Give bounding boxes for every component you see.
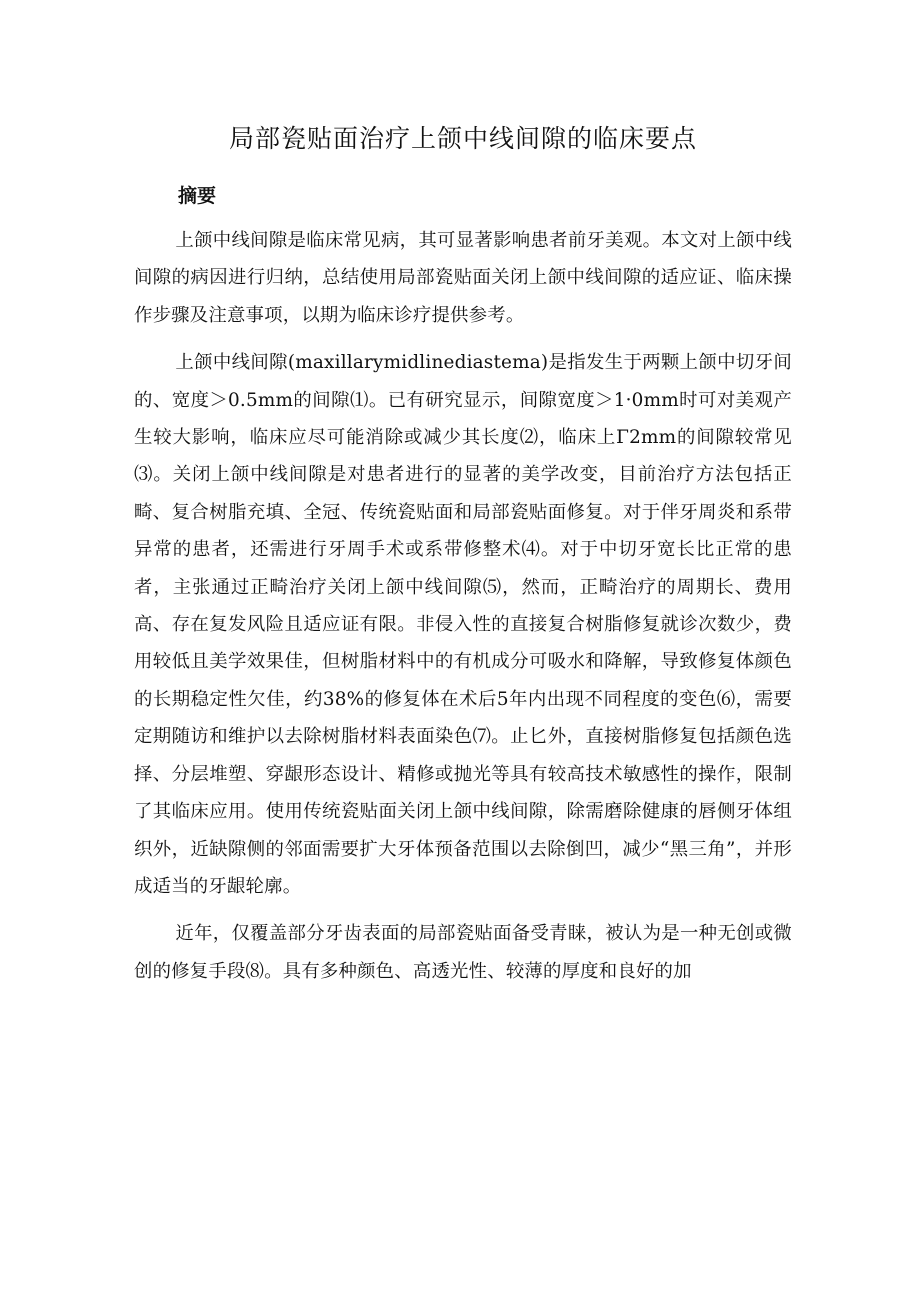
abstract-paragraph: 上颌中线间隙是临床常见病，其可显著影响患者前牙美观。本文对上颌中线间隙的病因进行归纳，总结使用局部瓷贴面关闭上颌中线间隙的适应证、临床操作步骤及注意事项，以期为临床诊疗提供参考。: [134, 230, 792, 326]
abstract-heading: 摘要: [178, 185, 217, 207]
body-paragraph-2: 近年，仅覆盖部分牙齿表面的局部瓷贴面备受青睐，被认为是一种无创或微创的修复手段⑻。具有多种颜色、高透光性、较薄的厚度和良好的加: [134, 923, 792, 982]
body-paragraph-1: 上颌中线间隙(maxillarymidlinediastema)是指发生于两颗上颌中切牙间的、宽度＞0.5mm的间隙⑴。已有研究显示，间隙宽度＞1·0mm时可对美观产生较大影响，临床应尽可能消除或减少其长度⑵，临床上Γ2mm的间隙较常见⑶。关闭上颌中线间隙是对患者进行的显著的美学改变，目前治疗方法包括正畸、复合树脂充填、全冠、传统瓷贴面和局部瓷贴面修复。对于伴牙周炎和系带异常的患者，还需进行牙周手术或系带修整术⑷。对于中切牙宽长比正常的患者，主张通过正畸治疗关闭上颌中线间隙⑸，然而，正畸治疗的周期长、费用高、存在复发风险且适应证有限。非侵入性的直接复合树脂修复就诊次数少，费用较低且美学效果佳，但树脂材料中的有机成分可吸水和降解，导致修复体颜色的长期稳定性欠佳，约38%的修复体在术后5年内出现不同程度的变色⑹，需要定期随访和维护以去除树脂材料表面染色⑺。止匕外，直接树脂修复包括颜色选择、分层堆塑、穿龈形态设计、精修或抛光等具有较高技术敏感性的操作，限制了其临床应用。使用传统瓷贴面关闭上颌中线间隙，除需磨除健康的唇侧牙体组织外，近缺隙侧的邻面需要扩大牙体预备范围以去除倒凹，减少“黑三角”，并形成适当的牙龈轮廓。: [134, 352, 792, 897]
document-title: 局部瓷贴面治疗上颌中线间隙的临床要点: [228, 124, 697, 153]
